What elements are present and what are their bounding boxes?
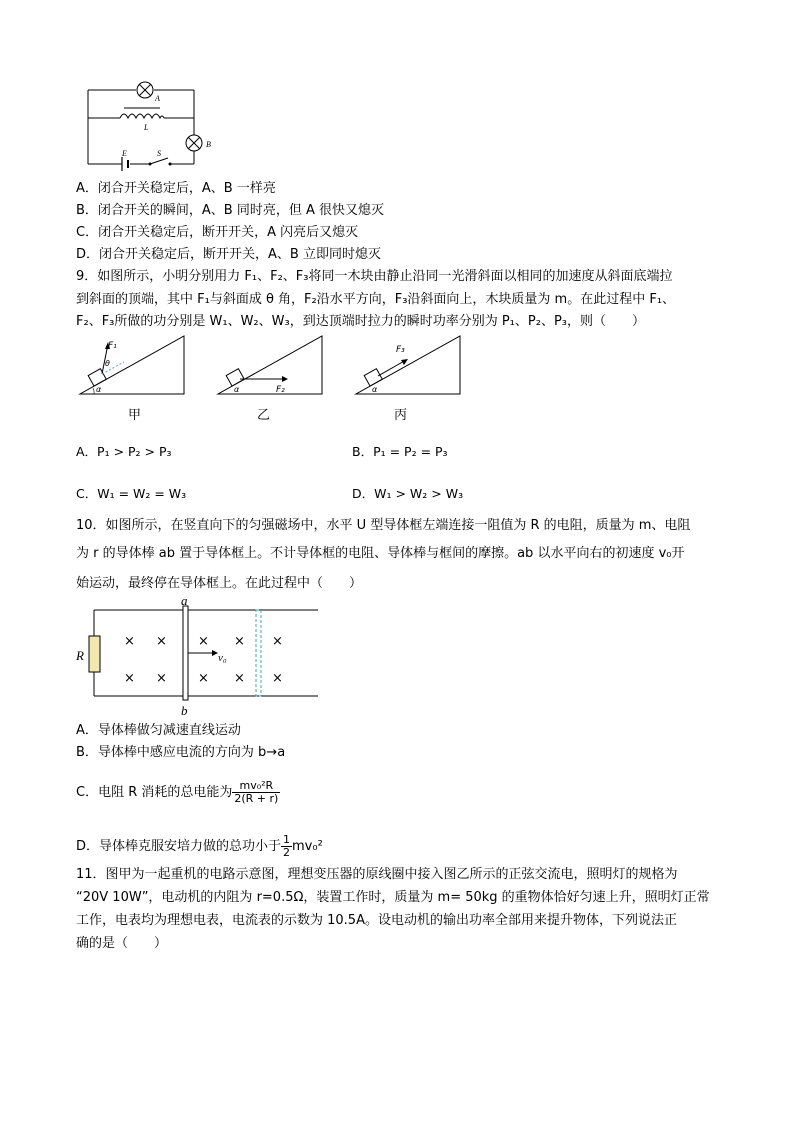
q8-option-d[interactable]: D．闭合开关稳定后，断开开关，A、B 立即同时熄灭 bbox=[76, 247, 381, 262]
field-cross: × bbox=[272, 634, 283, 649]
field-cross: × bbox=[234, 634, 245, 649]
label-alpha-bing: α bbox=[372, 385, 378, 394]
label-f3: F₃ bbox=[396, 345, 405, 355]
field-cross: × bbox=[198, 634, 209, 649]
field-cross: × bbox=[234, 671, 245, 686]
q8-option-b[interactable]: B．闭合开关的瞬间，A、B 同时亮，但 A 很快又熄灭 bbox=[76, 203, 385, 218]
q8-circuit-diagram bbox=[80, 78, 220, 170]
fraction-denominator: 2(R + r) bbox=[234, 792, 279, 805]
label-a: A bbox=[155, 94, 160, 103]
q10-option-c-fraction bbox=[232, 780, 280, 805]
q11-line-2: “20V 10W”，电动机的内阻为 r=0.5Ω，装置工作时，质量为 m= 50kg 的重物体恰好匀速上升，照明灯正常 bbox=[76, 890, 710, 905]
q9-stem-line-2: 到斜面的顶端，其中 F₁与斜面成 θ 角，F₂沿水平方向，F₃沿斜面向上，木块质量为 m。在此过程中 F₁、 bbox=[76, 292, 676, 307]
field-cross: × bbox=[124, 634, 135, 649]
q8-option-a[interactable]: A．闭合开关稳定后，A、B 一样亮 bbox=[76, 181, 276, 196]
fraction-denominator: 2 bbox=[283, 846, 291, 859]
q10-option-a[interactable]: A．导体棒做匀减速直线运动 bbox=[76, 723, 241, 738]
q9-figure-yi bbox=[216, 334, 326, 398]
label-f2: F₂ bbox=[276, 385, 285, 395]
q10-magnetic-field-diagram bbox=[74, 593, 324, 718]
field-cross: × bbox=[156, 671, 167, 686]
q9-option-b[interactable]: B．P₁ = P₂ = P₃ bbox=[352, 444, 448, 459]
q9-option-c[interactable]: C．W₁ = W₂ = W₃ bbox=[76, 486, 187, 501]
label-e: E bbox=[122, 149, 127, 158]
q10-option-d-prefix: D．导体棒克服安培力做的总功小于 bbox=[76, 839, 282, 854]
q9-option-a[interactable]: A．P₁ > P₂ > P₃ bbox=[76, 444, 172, 459]
q10-option-d-suffix: mv₀² bbox=[292, 839, 323, 854]
q11-line-3: 工作，电表均为理想电表，电流表的示数为 10.5A。设电动机的输出功率全部用来提升物体，下列说法正 bbox=[76, 913, 677, 928]
q10-option-c[interactable] bbox=[76, 776, 280, 810]
figure-label-jia: 甲 bbox=[128, 408, 142, 423]
field-cross: × bbox=[198, 671, 209, 686]
label-alpha-yi: α bbox=[234, 385, 240, 394]
label-l: L bbox=[144, 123, 149, 132]
fraction-numerator: 1 bbox=[283, 833, 291, 846]
label-s: S bbox=[157, 149, 161, 158]
figure-label-yi: 乙 bbox=[257, 408, 271, 423]
label-a: a bbox=[181, 593, 188, 608]
q9-figure-jia bbox=[78, 334, 188, 398]
label-alpha-jia: α bbox=[96, 385, 102, 394]
q9-option-d[interactable]: D．W₁ > W₂ > W₃ bbox=[352, 486, 464, 501]
q11-line-1: 11．图甲为一起重机的电路示意图，理想变压器的原线圈中接入图乙所示的正弦交流电，照明灯的规格为 bbox=[76, 867, 678, 882]
q10-stem-line-2: 为 r 的导体棒 ab 置于导体框上。不计导体框的电阻、导体棒与框间的摩擦。ab 以水平向右的初速度 v₀开 bbox=[76, 546, 685, 561]
label-v0: v₀ bbox=[218, 652, 227, 664]
label-theta-jia: θ bbox=[105, 359, 110, 368]
field-cross: × bbox=[272, 671, 283, 686]
lamp-b-icon bbox=[186, 135, 202, 151]
q11-line-4: 确的是（ ） bbox=[76, 936, 168, 951]
q10-stem-line-3: 始运动，最终停在导体框上。在此过程中（ ） bbox=[76, 576, 363, 591]
q10-option-c-prefix: C．电阻 R 消耗的总电能为 bbox=[76, 785, 233, 800]
label-b: b bbox=[181, 703, 188, 718]
label-resistor-r: R bbox=[76, 648, 84, 663]
field-cross: × bbox=[156, 634, 167, 649]
q9-stem-line-1: 9．如图所示，小明分别用力 F₁、F₂、F₃将同一木块由静止沿同一光滑斜面以相同的加速度从斜面底端拉 bbox=[76, 269, 673, 284]
fraction-numerator: mv₀²R bbox=[232, 780, 280, 793]
q9-figure-bing bbox=[354, 334, 464, 398]
lamp-a-icon bbox=[137, 82, 153, 98]
q10-option-d-fraction bbox=[281, 834, 292, 859]
q10-option-b[interactable]: B．导体棒中感应电流的方向为 b→a bbox=[76, 745, 286, 760]
label-b: B bbox=[206, 140, 211, 149]
figure-label-bing: 丙 bbox=[394, 408, 408, 423]
q10-option-d[interactable] bbox=[76, 832, 323, 862]
q9-stem-line-3: F₂、F₃所做的功分别是 W₁、W₂、W₃，到达顶端时拉力的瞬时功率分别为 P₁、P₂、P₃，则（ ） bbox=[76, 314, 645, 329]
q10-stem-line-1: 10．如图所示，在竖直向下的匀强磁场中，水平 U 型导体框左端连接一阻值为 R 的电阻，质量为 m、电阻 bbox=[76, 518, 691, 533]
label-f1: F₁ bbox=[108, 341, 117, 351]
q8-option-c[interactable]: C．闭合开关稳定后，断开开关，A 闪亮后又熄灭 bbox=[76, 225, 359, 240]
field-cross: × bbox=[124, 671, 135, 686]
